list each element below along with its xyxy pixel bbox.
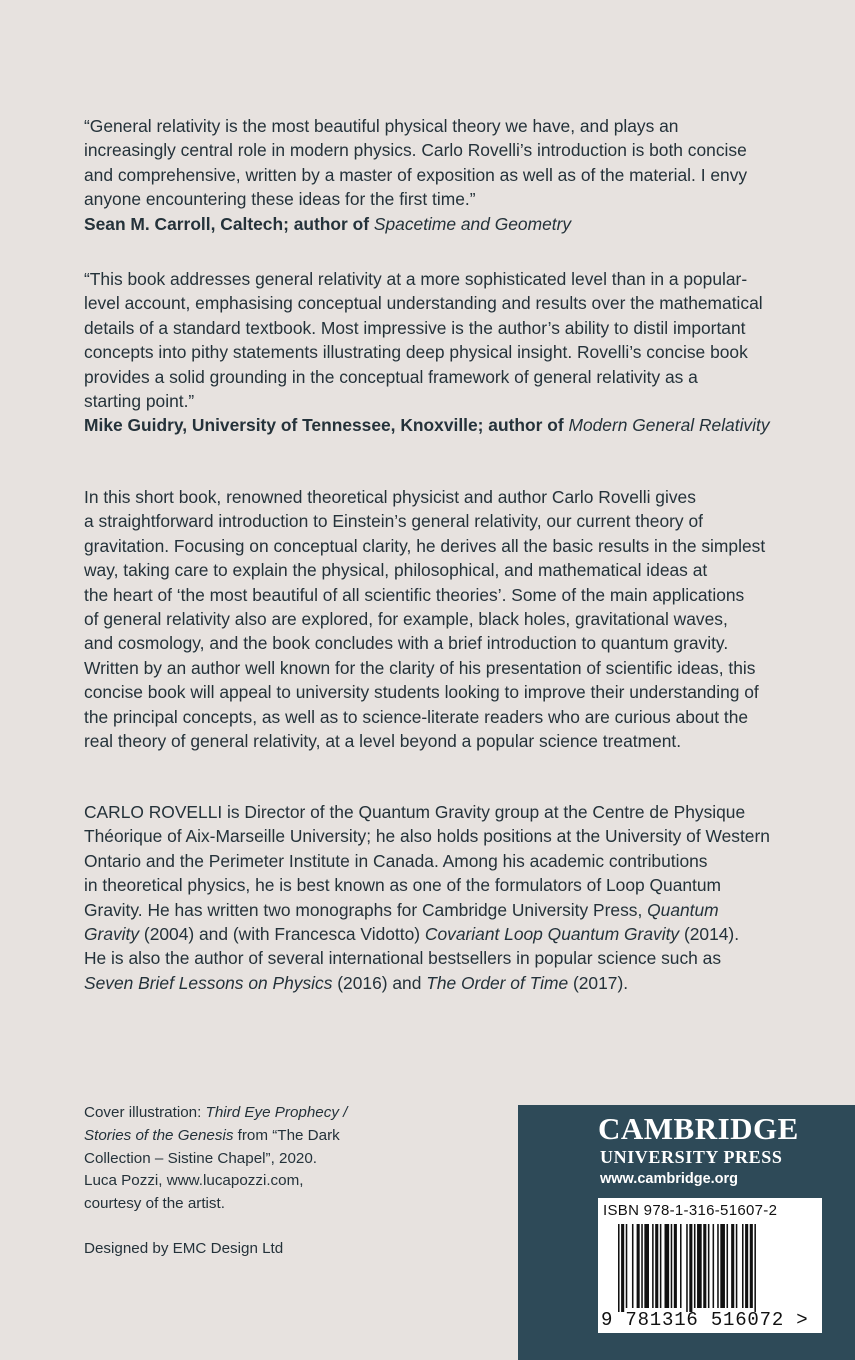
barcode-bar [717,1224,719,1308]
credit-line [84,1125,384,1148]
bio-line [84,922,814,946]
barcode-bar [674,1224,677,1308]
quote-attribution [84,212,804,236]
publisher-panel [518,1105,855,1360]
bio-text: (2004) and (with Francesca Vidotto) [139,924,425,945]
barcode-bar [742,1224,744,1308]
quote-line: details of a standard textbook. Most impressive is the author’s ability to distil important [84,317,746,338]
bio-book-title: Covariant Loop Quantum Gravity [424,924,680,945]
bio-book-title: Gravity [84,924,140,945]
bio-book-title: Seven Brief Lessons on Physics [84,972,333,993]
barcode-bar [665,1224,670,1308]
quote-line: increasingly central role in modern physics. Carlo Rovelli’s introduction is both concise [84,140,747,161]
description-line: concise book will appeal to university students looking to improve their understanding of [84,682,759,703]
quote-line: and comprehensive, written by a master of exposition as well as of the material. I envy [84,164,748,185]
attribution-book-title: Modern General Relativity [568,415,770,436]
artwork-title: Stories of the Genesis [84,1126,234,1144]
quote-line: concepts into pithy statements illustrating deep physical insight. Rovelli’s concise book [84,342,748,363]
barcode-bar [713,1224,715,1308]
bio-text: (2014). [679,924,740,945]
quote-line: “This book addresses general relativity at a more sophisticated level than in a popular- [84,269,748,289]
isbn-label: ISBN 978-1-316-51607-2 [603,1202,778,1219]
publisher-logo-name: CAMBRIDGE [598,1111,799,1146]
description-line: of general relativity also are explored, for example, black holes, gravitational waves, [84,609,728,630]
quote-line: level account, emphasising conceptual understanding and results over the mathematical [84,293,763,314]
barcode-bar [637,1224,640,1308]
barcode-bar [720,1224,725,1308]
bio-book-title: The Order of Time [426,972,569,993]
barcode-bar [655,1224,658,1308]
publisher-logo-subname: UNIVERSITY PRESS [600,1147,783,1167]
barcode-bar [644,1224,649,1308]
barcode-bar [745,1224,748,1308]
description-line: way, taking care to explain the physical, philosophical, and mathematical ideas at [84,560,708,581]
description-line: gravitation. Focusing on conceptual clarity, he derives all the basic results in the simplest [84,535,766,556]
quote-carroll [84,114,804,236]
barcode-bar [632,1224,634,1308]
barcode-bar [697,1224,702,1308]
attribution-text: Sean M. Carroll, Caltech; author of [84,213,374,234]
barcode-bar [626,1224,628,1308]
barcode-bar [660,1224,662,1308]
author-bio [84,800,814,995]
barcode-bar [736,1224,738,1308]
barcode-bar [731,1224,734,1308]
barcode-bar [703,1224,706,1308]
bio-text: Gravity. He has written two monographs for Cambridge University Press, [84,899,648,920]
attribution-book-title: Spacetime and Geometry [373,213,572,234]
barcode [598,1198,822,1333]
bio-line: Théorique of Aix-Marseille University; he also holds positions at the University of Western [84,826,770,847]
quote-line: anyone encountering these ideas for the first time.” [84,189,476,210]
book-description [84,485,814,753]
barcode-bar [686,1224,688,1312]
credit-line: Collection – Sistine Chapel”, 2020. [84,1149,318,1167]
barcode-bar [641,1224,643,1308]
description-line: and cosmology, and the book concludes with a brief introduction to quantum gravity. [84,633,729,654]
bio-line [84,898,814,922]
description-line: In this short book, renowned theoretical physicist and author Carlo Rovelli gives [84,487,696,507]
bio-book-title: Quantum [647,899,719,920]
barcode-bar [618,1224,620,1312]
barcode-bar [689,1224,692,1312]
credit-text: Cover illustration: [84,1104,206,1121]
credit-line: courtesy of the artist. [84,1195,225,1213]
barcode-digits: 9 781316 516072 > [601,1309,809,1331]
barcode-bar [680,1224,682,1308]
barcode-bar [694,1224,696,1308]
quote-line: “General relativity is the most beautiful physical theory we have, and plays an [84,116,679,136]
publisher-url: www.cambridge.org [600,1171,739,1187]
bio-line: He is also the author of several international bestsellers in popular science such as [84,948,722,969]
barcode-bar [727,1224,729,1308]
bio-line: in theoretical physics, he is best known as one of the formulators of Loop Quantum [84,875,722,896]
cover-credits [84,1102,384,1261]
barcode-bar [708,1224,710,1308]
description-line: Written by an author well known for the clarity of his presentation of scientific ideas, this [84,657,756,678]
barcode-bar [621,1224,624,1312]
credit-line [84,1102,384,1125]
barcode-bars [598,1224,822,1312]
quote-line: provides a solid grounding in the conceptual framework of general relativity as a [84,366,698,387]
barcode-bar [652,1224,654,1308]
description-line: real theory of general relativity, at a level beyond a popular science treatment. [84,731,682,752]
credit-text: from “The Dark [233,1126,340,1144]
description-line: the heart of ‘the most beautiful of all scientific theories’. Some of the main applications [84,584,745,605]
bio-line: Ontario and the Perimeter Institute in Canada. Among his academic contributions [84,850,708,871]
barcode-bar [750,1224,753,1308]
bio-line [84,971,814,995]
quote-attribution [84,413,804,437]
barcode-bar [671,1224,673,1308]
description-line: the principal concepts, as well as to science-literate readers who are curious about the [84,706,749,727]
bio-line: CARLO ROVELLI is Director of the Quantum Gravity group at the Centre de Physique [84,802,746,822]
credit-line: Luca Pozzi, www.lucapozzi.com, [84,1172,304,1190]
quote-guidry [84,267,804,438]
barcode-bar [754,1224,756,1312]
artwork-title: Third Eye Prophecy / [205,1104,348,1121]
description-line: a straightforward introduction to Einstein’s general relativity, our current theory of [84,511,703,532]
designer-credit: Designed by EMC Design Ltd [84,1239,284,1257]
attribution-text: Mike Guidry, University of Tennessee, Knoxville; author of [84,415,569,436]
bio-text: (2017). [568,972,629,993]
quote-line: starting point.” [84,391,195,412]
bio-text: (2016) and [332,972,427,993]
